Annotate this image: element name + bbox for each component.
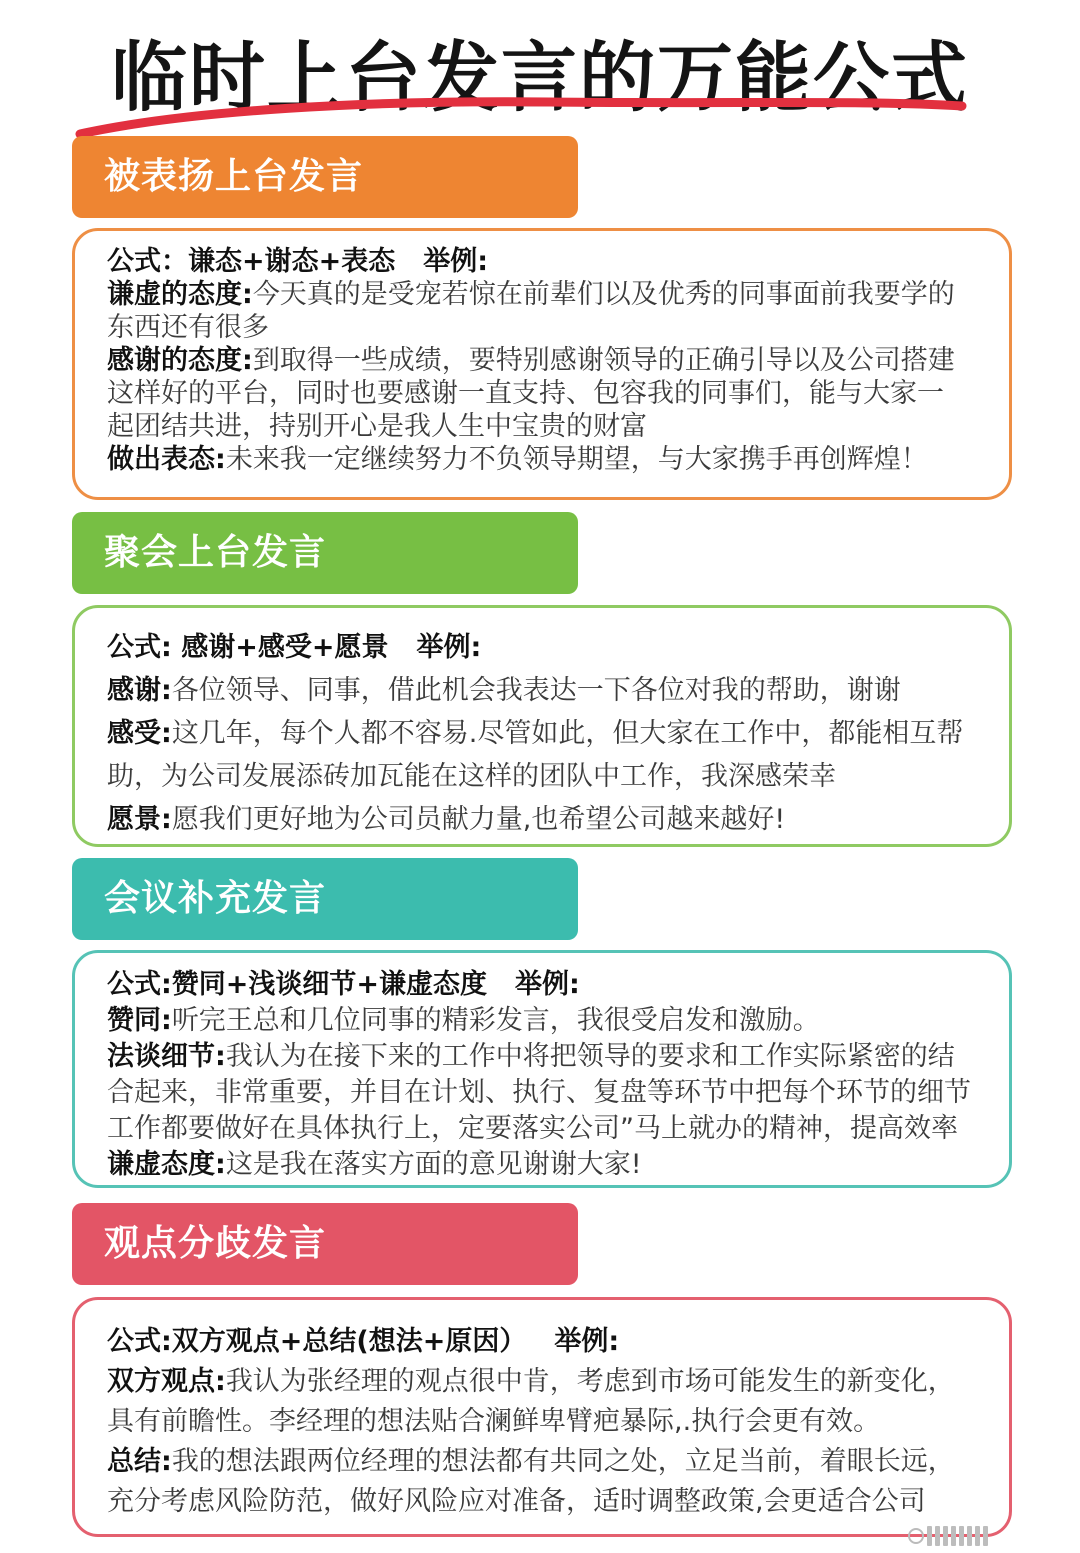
line-keyword: 谦虚的态度: (107, 279, 253, 310)
text-line (107, 1075, 979, 1111)
line-keyword: 总结: (107, 1446, 172, 1477)
watermark-bar-icon (983, 1526, 988, 1546)
line-keyword: 感谢的态度: (107, 345, 253, 376)
text-line (107, 1482, 979, 1522)
formula-label: 公式: 感谢+感受+愿景 (107, 632, 389, 663)
line-keyword: 法谈细节: (107, 1041, 226, 1072)
text-line (107, 755, 979, 798)
watermark-bar-icon (959, 1526, 964, 1546)
line-text: 未来我一定继续努力不负领导期望，与大家携手再创辉煌！ (225, 444, 928, 475)
text-line (107, 410, 979, 443)
formula-label: 公式:赞同+浅谈细节+谦虚态度 (107, 969, 488, 1000)
line-keyword: 谦虚态度: (107, 1149, 226, 1180)
formula-line (107, 245, 979, 278)
text-line (107, 1039, 979, 1075)
example-label: 举例: (554, 1326, 620, 1357)
line-text: 助，为公司发展添砖加瓦能在这样的团队中工作，我深感荣幸 (107, 761, 836, 792)
example-label: 举例: (515, 969, 580, 1000)
text-line (107, 1003, 979, 1039)
text-line (107, 1111, 979, 1147)
line-text: 这几年，每个人都不容易.尽管如此，但大家在工作中，都能相互帮 (171, 718, 964, 749)
section-card-praised (72, 228, 1012, 500)
formula-label: 公式：谦态+谢态+表态 (107, 246, 396, 277)
section-header-praised: 被表扬上台发言 (72, 136, 578, 218)
line-keyword: 双方观点: (107, 1366, 226, 1397)
example-label: 举例: (423, 246, 489, 277)
section-header-disagreement: 观点分歧发言 (72, 1203, 578, 1285)
text-line (107, 1147, 979, 1183)
formula-line (107, 1322, 979, 1362)
line-keyword: 感谢: (107, 675, 172, 706)
watermark-logo (908, 1524, 1058, 1548)
text-line (107, 311, 979, 344)
formula-label: 公式:双方观点+总结(想法+原因） (107, 1326, 527, 1357)
line-text: 东西还有很多 (107, 312, 269, 343)
line-text: 愿我们更好地为公司员献力量,也希望公司越来越好! (171, 804, 786, 835)
section-header-party: 聚会上台发言 (72, 512, 578, 594)
section-header-meeting: 会议补充发言 (72, 858, 578, 940)
line-text: 我的想法跟两位经理的想法都有共同之处，立足当前，着眼长远， (171, 1446, 955, 1477)
line-keyword: 愿景: (107, 804, 172, 835)
watermark-bar-icon (935, 1526, 940, 1546)
line-text: 这是我在落实方面的意见谢谢大家! (225, 1149, 642, 1180)
line-keyword: 赞同: (107, 1005, 172, 1036)
text-line (107, 443, 979, 476)
line-keyword: 感受: (107, 718, 172, 749)
line-text: 具有前瞻性。李经理的想法贴合澜鲜卑臂疤暴际,.执行会更有效。 (107, 1406, 881, 1437)
watermark-bar-icon (967, 1526, 972, 1546)
text-line (107, 1402, 979, 1442)
watermark-bar-icon (951, 1526, 956, 1546)
section-card-disagreement (72, 1297, 1012, 1537)
text-line (107, 1442, 979, 1482)
line-text: 合起来，非常重要，并目在计划、执行、复盘等环节中把每个环节的细节 (107, 1077, 971, 1108)
text-line (107, 377, 979, 410)
page-title: 临时上台发言的万能公式 (111, 33, 969, 122)
section-card-meeting (72, 950, 1012, 1188)
watermark-bar-icon (927, 1526, 932, 1546)
text-line (107, 798, 979, 841)
line-text: 各位领导、同事，借此机会我表达一下各位对我的帮助，谢谢 (171, 675, 901, 706)
text-line (107, 669, 979, 712)
line-text: 充分考虑风险防范，做好风险应对准备，适时调整政策,会更适合公司 (107, 1486, 926, 1517)
watermark-bar-icon (975, 1526, 980, 1546)
section-card-party (72, 605, 1012, 847)
line-text: 今天真的是受宠若惊在前辈们以及优秀的同事面前我要学的 (252, 279, 955, 310)
line-text: 我认为张经理的观点很中肯，考虑到市场可能发生的新变化， (225, 1366, 955, 1397)
text-line (107, 344, 979, 377)
formula-line (107, 626, 979, 669)
line-text: 我认为在接下来的工作中将把领导的要求和工作实际紧密的结 (225, 1041, 955, 1072)
text-line (107, 1362, 979, 1402)
watermark-bar-icon (943, 1526, 948, 1546)
line-text: 起团结共进，持别开心是我人生中宝贵的财富 (107, 411, 647, 442)
example-label: 举例: (416, 632, 482, 663)
line-text: 听完王总和几位同事的精彩发言，我很受启发和激励。 (171, 1005, 820, 1036)
line-text: 到取得一些成绩，要特别感谢领导的正确引导以及公司搭建 (252, 345, 955, 376)
text-line (107, 278, 979, 311)
line-text: 工作都要做好在具体执行上，定要落实公司”马上就办的精神，提高效率 (107, 1113, 958, 1144)
text-line (107, 712, 979, 755)
watermark-circle-icon (908, 1528, 924, 1544)
formula-line (107, 967, 979, 1003)
line-keyword: 做出表态: (107, 444, 226, 475)
line-text: 这样好的平台，同时也要感谢一直支持、包容我的同事们，能与大家一 (107, 378, 944, 409)
title-area (0, 22, 1080, 142)
